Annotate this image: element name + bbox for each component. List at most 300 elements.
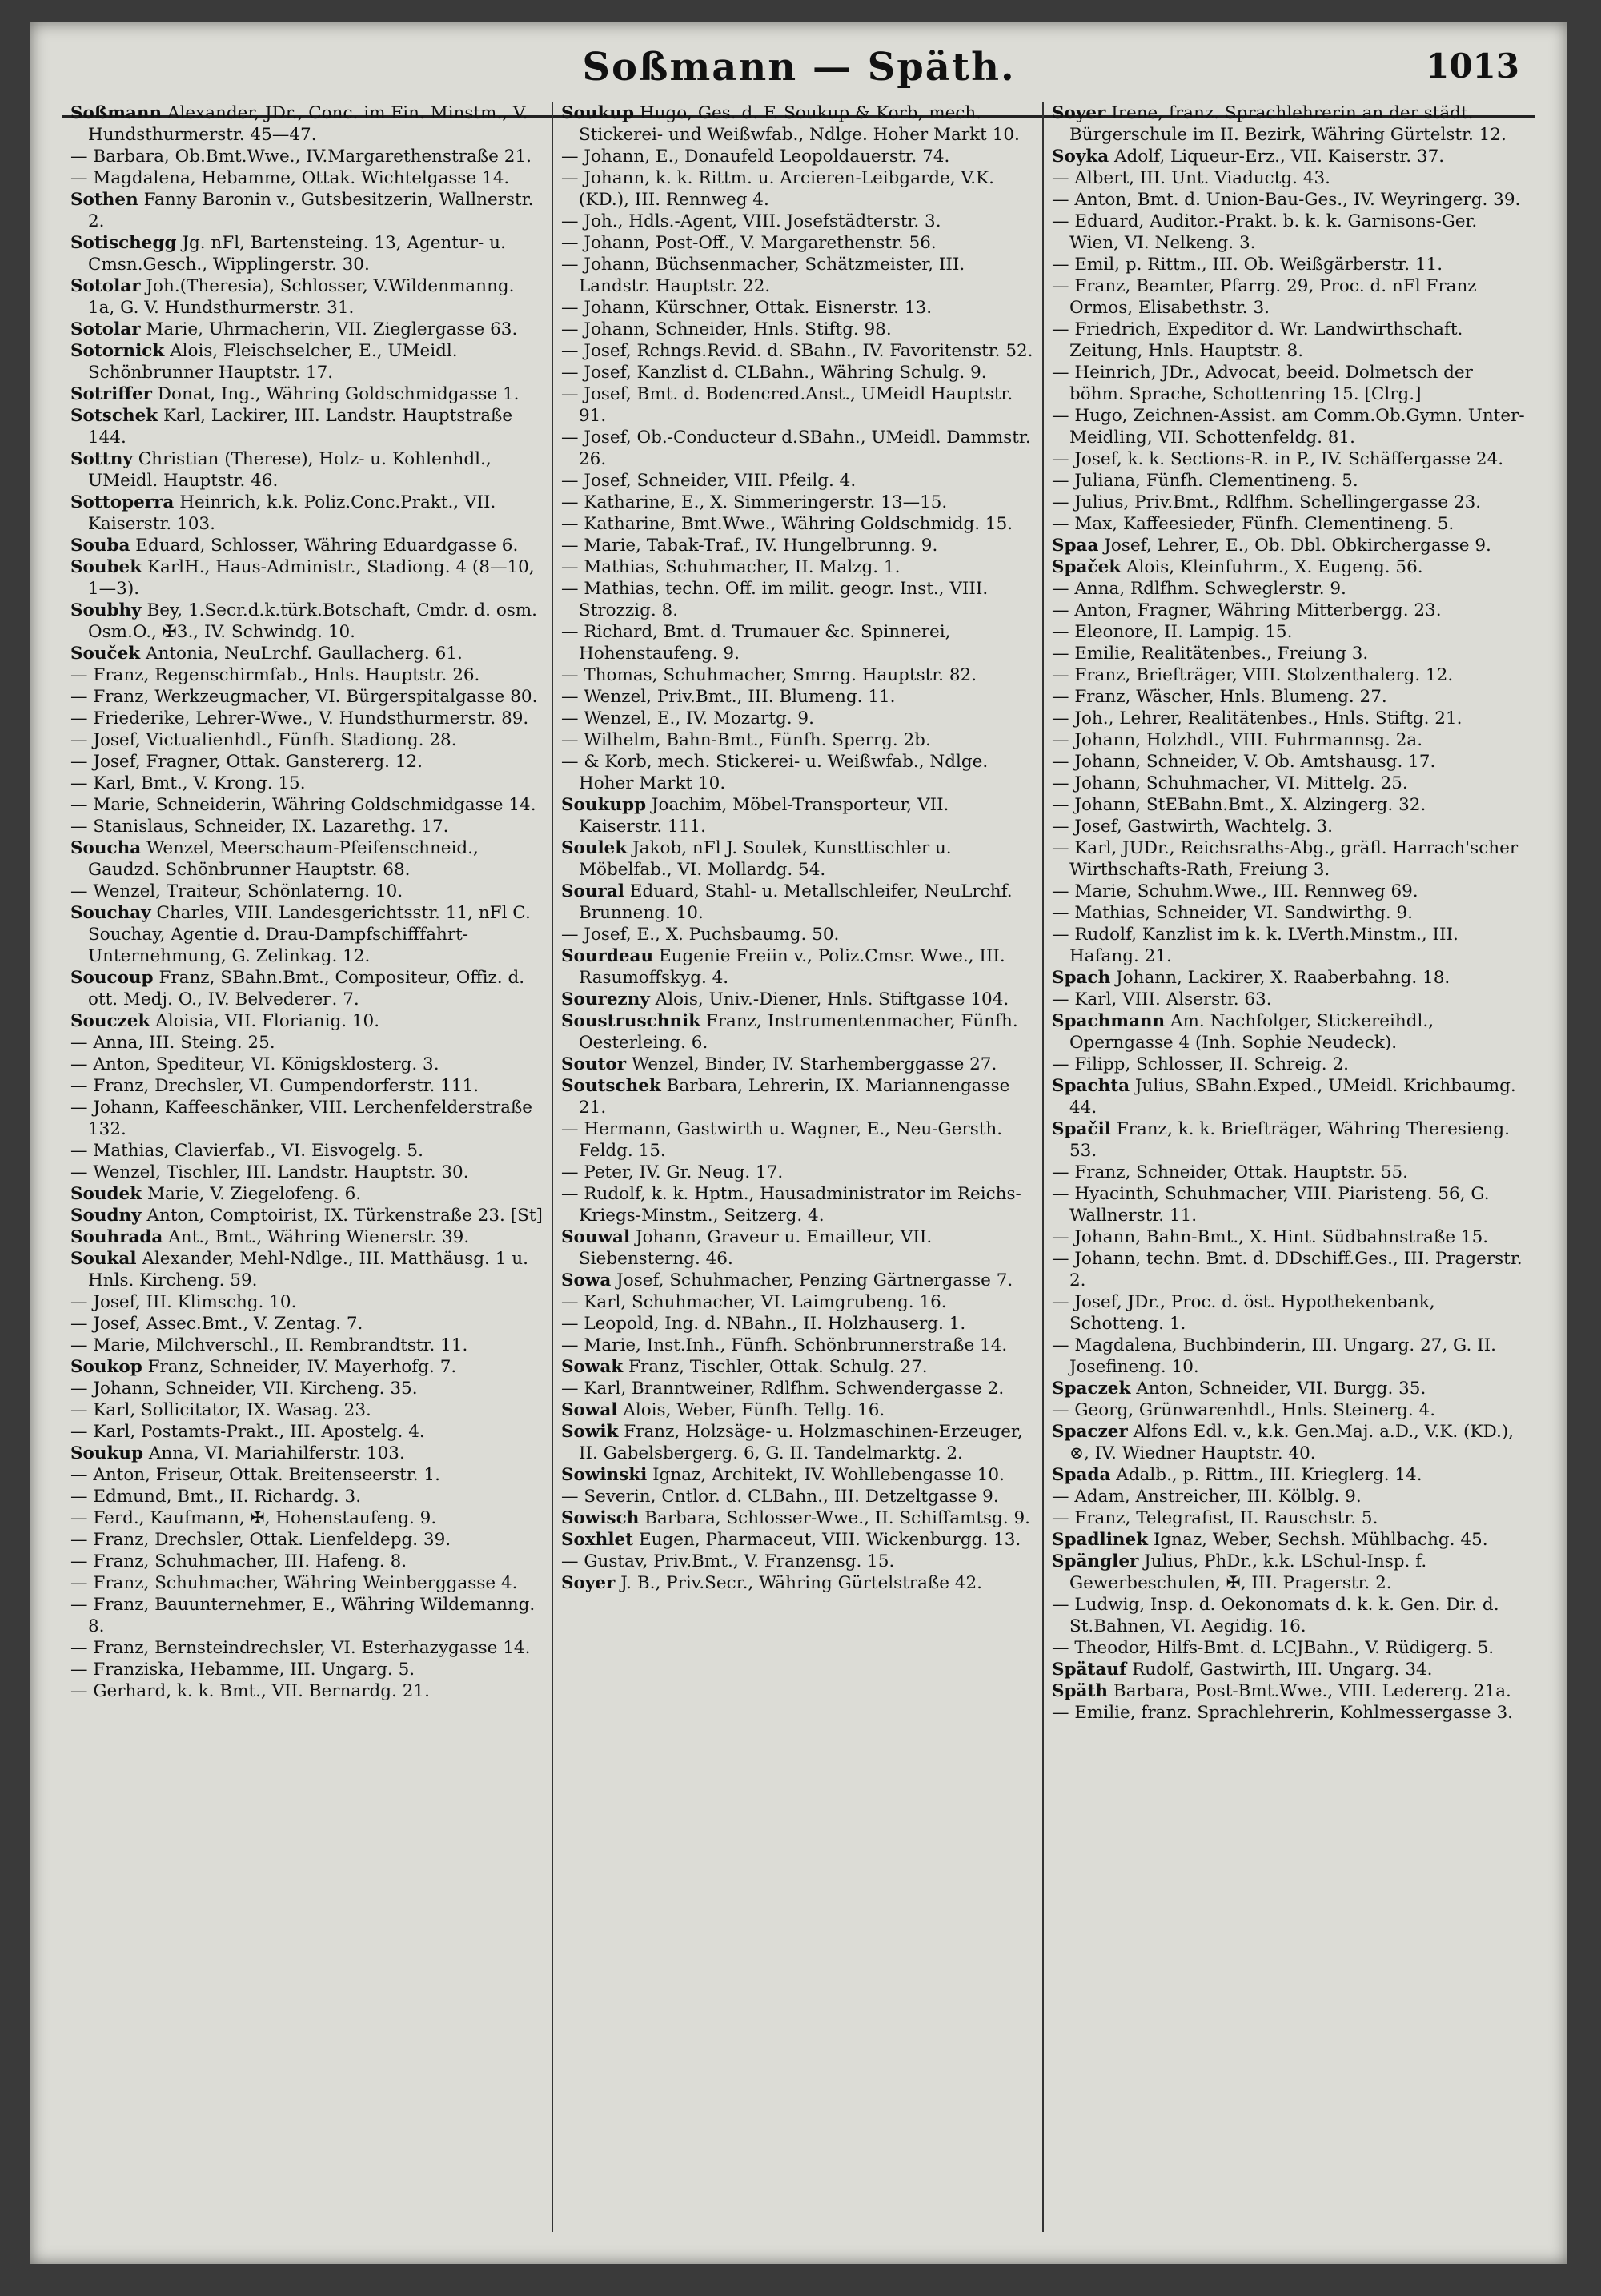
entry-details: — Josef, E., X. Puchsbaumg. 50. — [561, 925, 840, 945]
directory-entry — [1052, 902, 1527, 924]
directory-entry — [70, 1183, 544, 1205]
entry-surname: Spadlinek — [1052, 1530, 1149, 1550]
directory-entry — [561, 513, 1034, 535]
directory-entry — [70, 275, 544, 319]
entry-details: — Josef, Kanzlist d. CLBahn., Währing Schulg. 9. — [561, 363, 987, 383]
directory-entry — [70, 664, 544, 686]
entry-details: — Wenzel, E., IV. Mozartg. 9. — [561, 708, 814, 729]
entry-details: — Hyacinth, Schuhmacher, VIII. Piaristeng. 56, G. Wallnerstr. 11. — [1052, 1184, 1490, 1226]
entry-surname: Sotschek — [70, 406, 158, 426]
entry-surname: Sotriffer — [70, 384, 152, 404]
directory-entry — [70, 1010, 544, 1032]
entry-details: Joachim, Möbel-Transporteur, VII. Kaiserstr. 111. — [579, 795, 949, 837]
directory-entry — [70, 881, 544, 902]
directory-entry — [561, 167, 1034, 211]
directory-entry — [70, 1075, 544, 1097]
entry-details: — Johann, techn. Bmt. d. DDschiff.Ges., III. Pragerstr. 2. — [1052, 1249, 1523, 1290]
entry-surname: Souhrada — [70, 1227, 163, 1247]
directory-entry — [561, 1183, 1034, 1226]
directory-entry — [1052, 578, 1527, 600]
directory-entry — [561, 1075, 1034, 1118]
entry-surname: Späth — [1052, 1681, 1109, 1701]
entry-surname: Soukup — [70, 1443, 144, 1463]
entry-details: Bey, 1.Secr.d.k.türk.Botschaft, Cmdr. d. osm. Osm.O., ✠3., IV. Schwindg. 10. — [88, 600, 538, 642]
entry-details: Eugenie Freiin v., Poliz.Cmsr. Wwe., III. Rasumoffskyg. 4. — [579, 946, 1005, 988]
directory-entry — [1052, 1399, 1527, 1421]
entry-details: — Magdalena, Buchbinderin, III. Ungarg. 27, G. II. Josefineng. 10. — [1052, 1335, 1496, 1377]
entry-details: — Josef, Gastwirth, Wachtelg. 3. — [1052, 817, 1334, 837]
directory-entry — [70, 189, 544, 232]
entry-details: — Emilie, Realitätenbes., Freiung 3. — [1052, 644, 1369, 664]
directory-entry — [1052, 729, 1527, 751]
entry-details: Eugen, Pharmaceut, VIII. Wickenburgg. 13. — [633, 1530, 1021, 1550]
entry-details: — Adam, Anstreicher, III. Kölblg. 9. — [1052, 1487, 1362, 1507]
entry-surname: Souček — [70, 644, 141, 664]
directory-entry — [1052, 405, 1527, 448]
directory-entry — [561, 211, 1034, 232]
directory-entry — [561, 751, 1034, 794]
entry-details: Eduard, Stahl- u. Metallschleifer, NeuLrchf. Brunneng. 10. — [579, 881, 1013, 923]
directory-entry — [1052, 1054, 1527, 1075]
directory-entry — [561, 1486, 1034, 1507]
directory-entry — [70, 146, 544, 167]
entry-details: — Karl, Postamts-Prakt., III. Apostelg. 4. — [70, 1422, 425, 1442]
entry-details: Franz, Instrumentenmacher, Fünfh. Oesterleing. 6. — [579, 1011, 1018, 1053]
entry-surname: Sotolar — [70, 319, 141, 339]
directory-entry — [561, 1572, 1034, 1594]
directory-entry — [561, 146, 1034, 167]
directory-entry — [70, 794, 544, 816]
entry-details: — Magdalena, Hebamme, Ottak. Wichtelgasse 14. — [70, 168, 510, 188]
entry-details: Antonia, NeuLrchf. Gaullacherg. 61. — [140, 644, 463, 664]
directory-entry — [1052, 881, 1527, 902]
entry-surname: Spaa — [1052, 536, 1099, 556]
directory-entry — [1052, 1529, 1527, 1551]
entry-details: Anton, Schneider, VII. Burgg. 35. — [1130, 1379, 1426, 1399]
directory-entry — [561, 1335, 1034, 1356]
entry-details: — Johann, Bahn-Bmt., X. Hint. Südbahnstraße 15. — [1052, 1227, 1489, 1247]
directory-entry — [561, 837, 1034, 881]
entry-details: Josef, Lehrer, E., Ob. Dbl. Obkirchergasse 9. — [1098, 536, 1491, 556]
directory-entry — [1052, 664, 1527, 686]
directory-entry — [70, 1399, 544, 1421]
entry-surname: Sourdeau — [561, 946, 654, 966]
entry-details: — Thomas, Schuhmacher, Smrng. Hauptstr. 82. — [561, 665, 977, 685]
entry-details: — Franz, Bauunternehmer, E., Währing Wildemanng. 8. — [70, 1595, 536, 1636]
directory-entry — [70, 1226, 544, 1248]
entry-surname: Sotischegg — [70, 233, 177, 253]
entry-details: — Josef, Fragner, Ottak. Ganstererg. 12. — [70, 752, 423, 772]
entry-details: Johann, Graveur u. Emailleur, VII. Siebensterng. 46. — [579, 1227, 933, 1269]
entry-details: — Katharine, E., X. Simmeringerstr. 13—15. — [561, 492, 948, 512]
entry-details: — Johann, StEBahn.Bmt., X. Alzingerg. 32. — [1052, 795, 1426, 815]
column-2 — [553, 102, 1044, 2232]
directory-entry — [70, 686, 544, 708]
entry-details: Barbara, Post-Bmt.Wwe., VIII. Ledererg. 21a. — [1108, 1681, 1511, 1701]
entry-surname: Soyer — [561, 1573, 616, 1593]
entry-details: — Joh., Hdls.-Agent, VIII. Josefstädterstr. 3. — [561, 211, 941, 231]
entry-details: — Franz, Briefträger, VIII. Stolzenthalerg. 12. — [1052, 665, 1454, 685]
column-3 — [1044, 102, 1535, 2232]
entry-details: Alfons Edl. v., k.k. Gen.Maj. a.D., V.K. (KD.), ⊗, IV. Wiedner Hauptstr. 40. — [1069, 1422, 1515, 1463]
entry-details: Donat, Ing., Währing Goldschmidgasse 1. — [151, 384, 520, 404]
directory-entry — [70, 600, 544, 643]
entry-details: — Wenzel, Traiteur, Schönlaterng. 10. — [70, 881, 403, 901]
entry-details: Alois, Weber, Fünfh. Tellg. 16. — [617, 1400, 885, 1420]
entry-details: — Johann, Schneider, Hnls. Stiftg. 98. — [561, 319, 892, 339]
entry-details: — Josef, k. k. Sections-R. in P., IV. Schäffergasse 24. — [1052, 449, 1504, 469]
entry-details: Anton, Comptoirist, IX. Türkenstraße 23. [St] — [141, 1206, 543, 1226]
entry-details: — Heinrich, JDr., Advocat, beeid. Dolmetsch der böhm. Sprache, Schottenring 15. [Clrg.] — [1052, 363, 1473, 404]
directory-entry — [1052, 1551, 1527, 1594]
entry-details: Marie, V. Ziegelofeng. 6. — [142, 1184, 362, 1204]
directory-entry — [561, 297, 1034, 319]
directory-entry — [561, 340, 1034, 362]
entry-surname: Souba — [70, 536, 130, 556]
entry-details: KarlH., Haus-Administr., Stadiong. 4 (8—10, 1—3). — [88, 557, 535, 599]
entry-details: Franz, Schneider, IV. Mayerhofg. 7. — [142, 1357, 457, 1377]
directory-entry — [70, 1680, 544, 1702]
directory-entry — [70, 167, 544, 189]
directory-entry — [561, 470, 1034, 492]
directory-entry — [1052, 794, 1527, 816]
entry-details: — Friedrich, Expeditor d. Wr. Landwirthschaft. Zeitung, Hnls. Hauptstr. 8. — [1052, 319, 1463, 361]
entry-surname: Spängler — [1052, 1551, 1139, 1571]
entry-details: — Ludwig, Insp. d. Oekonomats d. k. k. Gen. Dir. d. St.Bahnen, VI. Aegidig. 16. — [1052, 1595, 1499, 1636]
directory-entry — [1052, 816, 1527, 837]
entry-details: — Marie, Tabak-Traf., IV. Hungelbrunng. 9. — [561, 536, 938, 556]
directory-entry — [561, 319, 1034, 340]
entry-details: — Peter, IV. Gr. Neug. 17. — [561, 1162, 784, 1182]
entry-details: Irene, franz. Sprachlehrerin an der städt. Bürgerschule im II. Bezirk, Währing Gürtelstr. 12. — [1069, 103, 1507, 145]
directory-page — [30, 22, 1567, 2264]
directory-entry — [70, 967, 544, 1010]
entry-surname: Soutor — [561, 1054, 627, 1074]
entry-details: Eduard, Schlosser, Währing Eduardgasse 6. — [130, 536, 519, 556]
entry-details: — Richard, Bmt. d. Trumauer &c. Spinnerei, Hohenstaufeng. 9. — [561, 622, 951, 664]
entry-details: — Marie, Schuhm.Wwe., III. Rennweg 69. — [1052, 881, 1418, 901]
entry-details: — Anton, Fragner, Währing Mitterbergg. 23. — [1052, 600, 1442, 620]
directory-entry — [561, 578, 1034, 621]
directory-entry — [1052, 1680, 1527, 1702]
entry-surname: Soukupp — [561, 795, 647, 815]
directory-entry — [561, 1226, 1034, 1270]
entry-details: — Josef, Assec.Bmt., V. Zentag. 7. — [70, 1314, 363, 1334]
entry-details: — Franz, Regenschirmfab., Hnls. Hauptstr. 26. — [70, 665, 480, 685]
directory-entry — [70, 1378, 544, 1399]
entry-details: — Johann, Kaffeeschänker, VIII. Lerchenfelderstraße 132. — [70, 1098, 533, 1139]
directory-entry — [561, 383, 1034, 427]
directory-entry — [561, 492, 1034, 513]
directory-entry — [561, 924, 1034, 945]
entry-details: — Hugo, Zeichnen-Assist. am Comm.Ob.Gymn. Unter-Meidling, VII. Schottenfeldg. 81. — [1052, 406, 1525, 448]
directory-entry — [70, 1032, 544, 1054]
directory-entry — [70, 556, 544, 600]
entry-surname: Spachmann — [1052, 1011, 1166, 1031]
entry-surname: Soudny — [70, 1206, 142, 1226]
directory-entry — [1052, 189, 1527, 211]
entry-surname: Sowa — [561, 1270, 612, 1290]
entry-details: Barbara, Lehrerin, IX. Mariannengasse 21. — [579, 1076, 1010, 1118]
directory-entry — [1052, 1291, 1527, 1335]
directory-entry — [70, 1486, 544, 1507]
directory-entry — [1052, 1248, 1527, 1291]
entry-surname: Soutschek — [561, 1076, 661, 1096]
entry-details: — Mathias, techn. Off. im milit. geogr. Inst., VIII. Strozzig. 8. — [561, 579, 989, 620]
entry-details: — & Korb, mech. Stickerei- u. Weißwfab., Ndlge. Hoher Markt 10. — [561, 752, 989, 793]
running-head: Soßmann — Späth. — [582, 45, 1016, 90]
directory-entry — [1052, 1075, 1527, 1118]
entry-details: — Mathias, Clavierfab., VI. Eisvogelg. 5. — [70, 1141, 423, 1161]
entry-surname: Soustruschnik — [561, 1011, 701, 1031]
directory-entry — [1052, 513, 1527, 535]
entry-details: — Johann, Büchsenmacher, Schätzmeister, III. Landstr. Hauptstr. 22. — [561, 255, 965, 296]
entry-surname: Soxhlet — [561, 1530, 634, 1550]
directory-entry — [70, 340, 544, 383]
entry-details: — Karl, JUDr., Reichsraths-Abg., gräfl. Harrach'scher Wirthschafts-Rath, Freiung 3. — [1052, 838, 1519, 880]
entry-surname: Soukal — [70, 1249, 137, 1269]
entry-surname: Soucoup — [70, 968, 154, 988]
directory-entry — [70, 448, 544, 492]
entry-details: Alois, Kleinfuhrm., X. Eugeng. 56. — [1121, 557, 1423, 577]
entry-surname: Sotolar — [70, 276, 141, 296]
entry-details: — Georg, Grünwarenhdl., Hnls. Steinerg. 4. — [1052, 1400, 1436, 1420]
entry-details: — Emil, p. Rittm., III. Ob. Weißgärberstr. 11. — [1052, 255, 1443, 275]
entry-details: — Josef, Ob.-Conducteur d.SBahn., UMeidl. Dammstr. 26. — [561, 427, 1031, 469]
entry-details: — Rudolf, k. k. Hptm., Hausadministrator im Reichs-Kriegs-Minstm., Seitzerg. 4. — [561, 1184, 1021, 1226]
entry-details: — Johann, Schuhmacher, VI. Mittelg. 25. — [1052, 773, 1408, 793]
entry-details: Heinrich, k.k. Poliz.Conc.Prakt., VII. Kaiserstr. 103. — [88, 492, 496, 534]
directory-entry — [70, 1291, 544, 1313]
entry-surname: Spach — [1052, 968, 1111, 988]
entry-details: — Edmund, Bmt., II. Richardg. 3. — [70, 1487, 362, 1507]
directory-entry — [561, 1507, 1034, 1529]
entry-details: Ignaz, Architekt, IV. Wohllebengasse 10. — [647, 1465, 1005, 1485]
entry-surname: Spätauf — [1052, 1660, 1127, 1680]
entry-details: Joh.(Theresia), Schlosser, V.Wildenmanng. 1a, G. V. Hundsthurmerstr. 31. — [88, 276, 515, 318]
directory-entry — [1052, 1118, 1527, 1162]
entry-details: — Karl, Schuhmacher, VI. Laimgrubeng. 16. — [561, 1292, 947, 1312]
entry-details: — Anna, Rdlfhm. Schweglerstr. 9. — [1052, 579, 1346, 599]
entry-details: — Karl, Bmt., V. Krong. 15. — [70, 773, 306, 793]
directory-entry — [70, 643, 544, 664]
entry-surname: Spada — [1052, 1465, 1111, 1485]
entry-details: — Franziska, Hebamme, III. Ungarg. 5. — [70, 1660, 415, 1680]
entry-details: Alexander, JDr., Conc. im Fin. Minstm., V. Hundsthurmerstr. 45—47. — [88, 103, 528, 145]
directory-entry — [1052, 1162, 1527, 1183]
entry-details: Aloisia, VII. Florianig. 10. — [150, 1011, 380, 1031]
entry-details: — Theodor, Hilfs-Bmt. d. LCJBahn., V. Rüdigerg. 5. — [1052, 1638, 1495, 1658]
entry-details: Franz, k. k. Briefträger, Währing Theresieng. 53. — [1069, 1119, 1510, 1161]
directory-entry — [70, 383, 544, 405]
directory-entry — [561, 556, 1034, 578]
directory-entry — [561, 1270, 1034, 1291]
directory-entry — [561, 1313, 1034, 1335]
directory-entry — [561, 1421, 1034, 1464]
entry-details: — Franz, Schuhmacher, III. Hafeng. 8. — [70, 1551, 407, 1571]
directory-entry — [1052, 1183, 1527, 1226]
directory-entry — [561, 989, 1034, 1010]
directory-entry — [1052, 1464, 1527, 1486]
entry-details: — Ferd., Kaufmann, ✠, Hohenstaufeng. 9. — [70, 1508, 437, 1528]
entry-details: Johann, Lackirer, X. Raaberbahng. 18. — [1110, 968, 1451, 988]
entry-surname: Sothen — [70, 190, 138, 210]
directory-entry — [561, 664, 1034, 686]
entry-details: Barbara, Schlosser-Wwe., II. Schiffamtsg. 9. — [639, 1508, 1031, 1528]
directory-entry — [1052, 167, 1527, 189]
directory-entry — [1052, 470, 1527, 492]
directory-entry — [1052, 319, 1527, 362]
directory-entry — [1052, 621, 1527, 643]
entry-surname: Spaček — [1052, 557, 1122, 577]
directory-entry — [70, 1464, 544, 1486]
directory-entry — [1052, 686, 1527, 708]
entry-details: Ant., Bmt., Währing Wienerstr. 39. — [163, 1227, 470, 1247]
directory-entry — [561, 1291, 1034, 1313]
entry-details: Adalb., p. Rittm., III. Krieglerg. 14. — [1110, 1465, 1422, 1485]
directory-entry — [70, 319, 544, 340]
entry-details: Jakob, nFl J. Soulek, Kunsttischler u. Möbelfab., VI. Mollardg. 54. — [579, 838, 952, 880]
directory-entry — [1052, 556, 1527, 578]
directory-entry — [1052, 967, 1527, 989]
entry-details: — Anton, Spediteur, VI. Königsklosterg. 3. — [70, 1054, 439, 1074]
directory-entry — [70, 1507, 544, 1529]
directory-entry — [561, 1551, 1034, 1572]
entry-details: Alois, Fleischselcher, E., UMeidl. Schönbrunner Hauptstr. 17. — [88, 341, 458, 383]
directory-entry — [1052, 837, 1527, 881]
directory-entry — [70, 1443, 544, 1464]
entry-details: — Barbara, Ob.Bmt.Wwe., IV.Margarethenstraße 21. — [70, 147, 532, 167]
entry-surname: Sowak — [561, 1357, 624, 1377]
entry-surname: Sottoperra — [70, 492, 175, 512]
entry-details: — Albert, III. Unt. Viaductg. 43. — [1052, 168, 1330, 188]
directory-entry — [70, 751, 544, 773]
directory-entry — [561, 621, 1034, 664]
directory-entry — [70, 1529, 544, 1551]
entry-details: — Wilhelm, Bahn-Bmt., Fünfh. Sperrg. 2b. — [561, 730, 931, 750]
directory-entry — [561, 1399, 1034, 1421]
entry-details: — Johann, Schneider, V. Ob. Amtshausg. 17. — [1052, 752, 1436, 772]
directory-entry — [70, 535, 544, 556]
directory-entry — [561, 1464, 1034, 1486]
entry-details: — Marie, Inst.Inh., Fünfh. Schönbrunnerstraße 14. — [561, 1335, 1008, 1355]
directory-entry — [1052, 1378, 1527, 1399]
directory-entry — [70, 1097, 544, 1140]
entry-details: Adolf, Liqueur-Erz., VII. Kaiserstr. 37. — [1109, 147, 1445, 167]
directory-entry — [1052, 254, 1527, 275]
directory-entry — [561, 232, 1034, 254]
entry-details: Karl, Lackirer, III. Landstr. Hauptstraße 144. — [88, 406, 513, 448]
entry-details: — Wenzel, Priv.Bmt., III. Blumeng. 11. — [561, 687, 896, 707]
entry-details: — Josef, JDr., Proc. d. öst. Hypothekenbank, Schotteng. 1. — [1052, 1292, 1435, 1334]
directory-entry — [1052, 1010, 1527, 1054]
entry-details: — Gustav, Priv.Bmt., V. Franzensg. 15. — [561, 1551, 895, 1571]
entry-details: Alexander, Mehl-Ndlge., III. Matthäusg. 1 u. Hnls. Kircheng. 59. — [88, 1249, 528, 1290]
directory-entry — [70, 1637, 544, 1659]
entry-details: Josef, Schuhmacher, Penzing Gärtnergasse 7. — [611, 1270, 1013, 1290]
entry-surname: Sourezny — [561, 989, 650, 1010]
entry-details: — Juliana, Fünfh. Clementineng. 5. — [1052, 471, 1358, 491]
directory-entry — [70, 1162, 544, 1183]
entry-details: — Filipp, Schlosser, II. Schreig. 2. — [1052, 1054, 1349, 1074]
directory-entry — [1052, 1659, 1527, 1680]
directory-entry — [70, 1248, 544, 1291]
directory-entry — [561, 686, 1034, 708]
directory-entry — [561, 729, 1034, 751]
directory-entry — [70, 1313, 544, 1335]
directory-entry — [1052, 708, 1527, 729]
directory-columns — [62, 102, 1535, 2232]
directory-entry — [561, 1162, 1034, 1183]
directory-entry — [1052, 643, 1527, 664]
entry-surname: Soural — [561, 881, 624, 901]
entry-details: — Eleonore, II. Lampig. 15. — [1052, 622, 1293, 642]
directory-entry — [70, 1335, 544, 1356]
entry-surname: Souwal — [561, 1227, 631, 1247]
directory-entry — [1052, 535, 1527, 556]
directory-entry — [1052, 600, 1527, 621]
directory-entry — [561, 102, 1034, 146]
directory-entry — [1052, 211, 1527, 254]
entry-details: Julius, PhDr., k.k. LSchul-Insp. f. Gewerbeschulen, ✠, III. Pragerstr. 2. — [1069, 1551, 1427, 1593]
directory-entry — [1052, 1421, 1527, 1464]
entry-details: Rudolf, Gastwirth, III. Ungarg. 34. — [1126, 1660, 1433, 1680]
directory-entry — [561, 1529, 1034, 1551]
directory-entry — [561, 1054, 1034, 1075]
directory-entry — [70, 1594, 544, 1637]
entry-surname: Sowik — [561, 1422, 619, 1442]
directory-entry — [70, 1205, 544, 1226]
entry-details: — Hermann, Gastwirth u. Wagner, E., Neu-Gersth. Feldg. 15. — [561, 1119, 1003, 1161]
entry-surname: Souczek — [70, 1011, 150, 1031]
entry-surname: Spaczer — [1052, 1422, 1128, 1442]
directory-entry — [70, 1572, 544, 1594]
entry-details: — Joh., Lehrer, Realitätenbes., Hnls. Stiftg. 21. — [1052, 708, 1463, 729]
directory-entry — [1052, 1226, 1527, 1248]
entry-details: — Franz, Schneider, Ottak. Hauptstr. 55. — [1052, 1162, 1409, 1182]
entry-details: Christian (Therese), Holz- u. Kohlenhdl., UMeidl. Hauptstr. 46. — [88, 449, 492, 491]
entry-details: Wenzel, Binder, IV. Starhemberggasse 27. — [626, 1054, 997, 1074]
entry-surname: Soyka — [1052, 147, 1109, 167]
directory-entry — [561, 794, 1034, 837]
entry-details: — Johann, Post-Off., V. Margarethenstr. 56. — [561, 233, 937, 253]
entry-details: — Mathias, Schuhmacher, II. Malzg. 1. — [561, 557, 901, 577]
directory-entry — [70, 1356, 544, 1378]
entry-surname: Sowal — [561, 1400, 618, 1420]
entry-details: — Gerhard, k. k. Bmt., VII. Bernardg. 21. — [70, 1681, 430, 1701]
entry-details: — Josef, III. Klimschg. 10. — [70, 1292, 297, 1312]
entry-details: — Franz, Schuhmacher, Währing Weinberggasse 4. — [70, 1573, 518, 1593]
directory-entry — [561, 1010, 1034, 1054]
entry-surname: Sottny — [70, 449, 133, 469]
entry-details: — Josef, Victualienhdl., Fünfh. Stadiong. 28. — [70, 730, 457, 750]
directory-entry — [70, 102, 544, 146]
directory-entry — [1052, 448, 1527, 470]
entry-details: — Franz, Werkzeugmacher, VI. Bürgerspitalgasse 80. — [70, 687, 538, 707]
entry-details: Wenzel, Meerschaum-Pfeifenschneid., Gaudzd. Schönbrunner Hauptstr. 68. — [88, 838, 479, 880]
entry-details: — Severin, Cntlor. d. CLBahn., III. Detzeltgasse 9. — [561, 1487, 999, 1507]
directory-entry — [1052, 751, 1527, 773]
entry-details: Ignaz, Weber, Sechsh. Mühlbachg. 45. — [1148, 1530, 1488, 1550]
entry-surname: Spačil — [1052, 1119, 1111, 1139]
directory-entry — [1052, 1594, 1527, 1637]
entry-surname: Sowisch — [561, 1508, 640, 1528]
directory-entry — [561, 945, 1034, 989]
directory-entry — [561, 708, 1034, 729]
directory-entry — [1052, 275, 1527, 319]
entry-details: — Franz, Drechsler, VI. Gumpendorferstr. 111. — [70, 1076, 479, 1096]
directory-entry — [70, 729, 544, 751]
